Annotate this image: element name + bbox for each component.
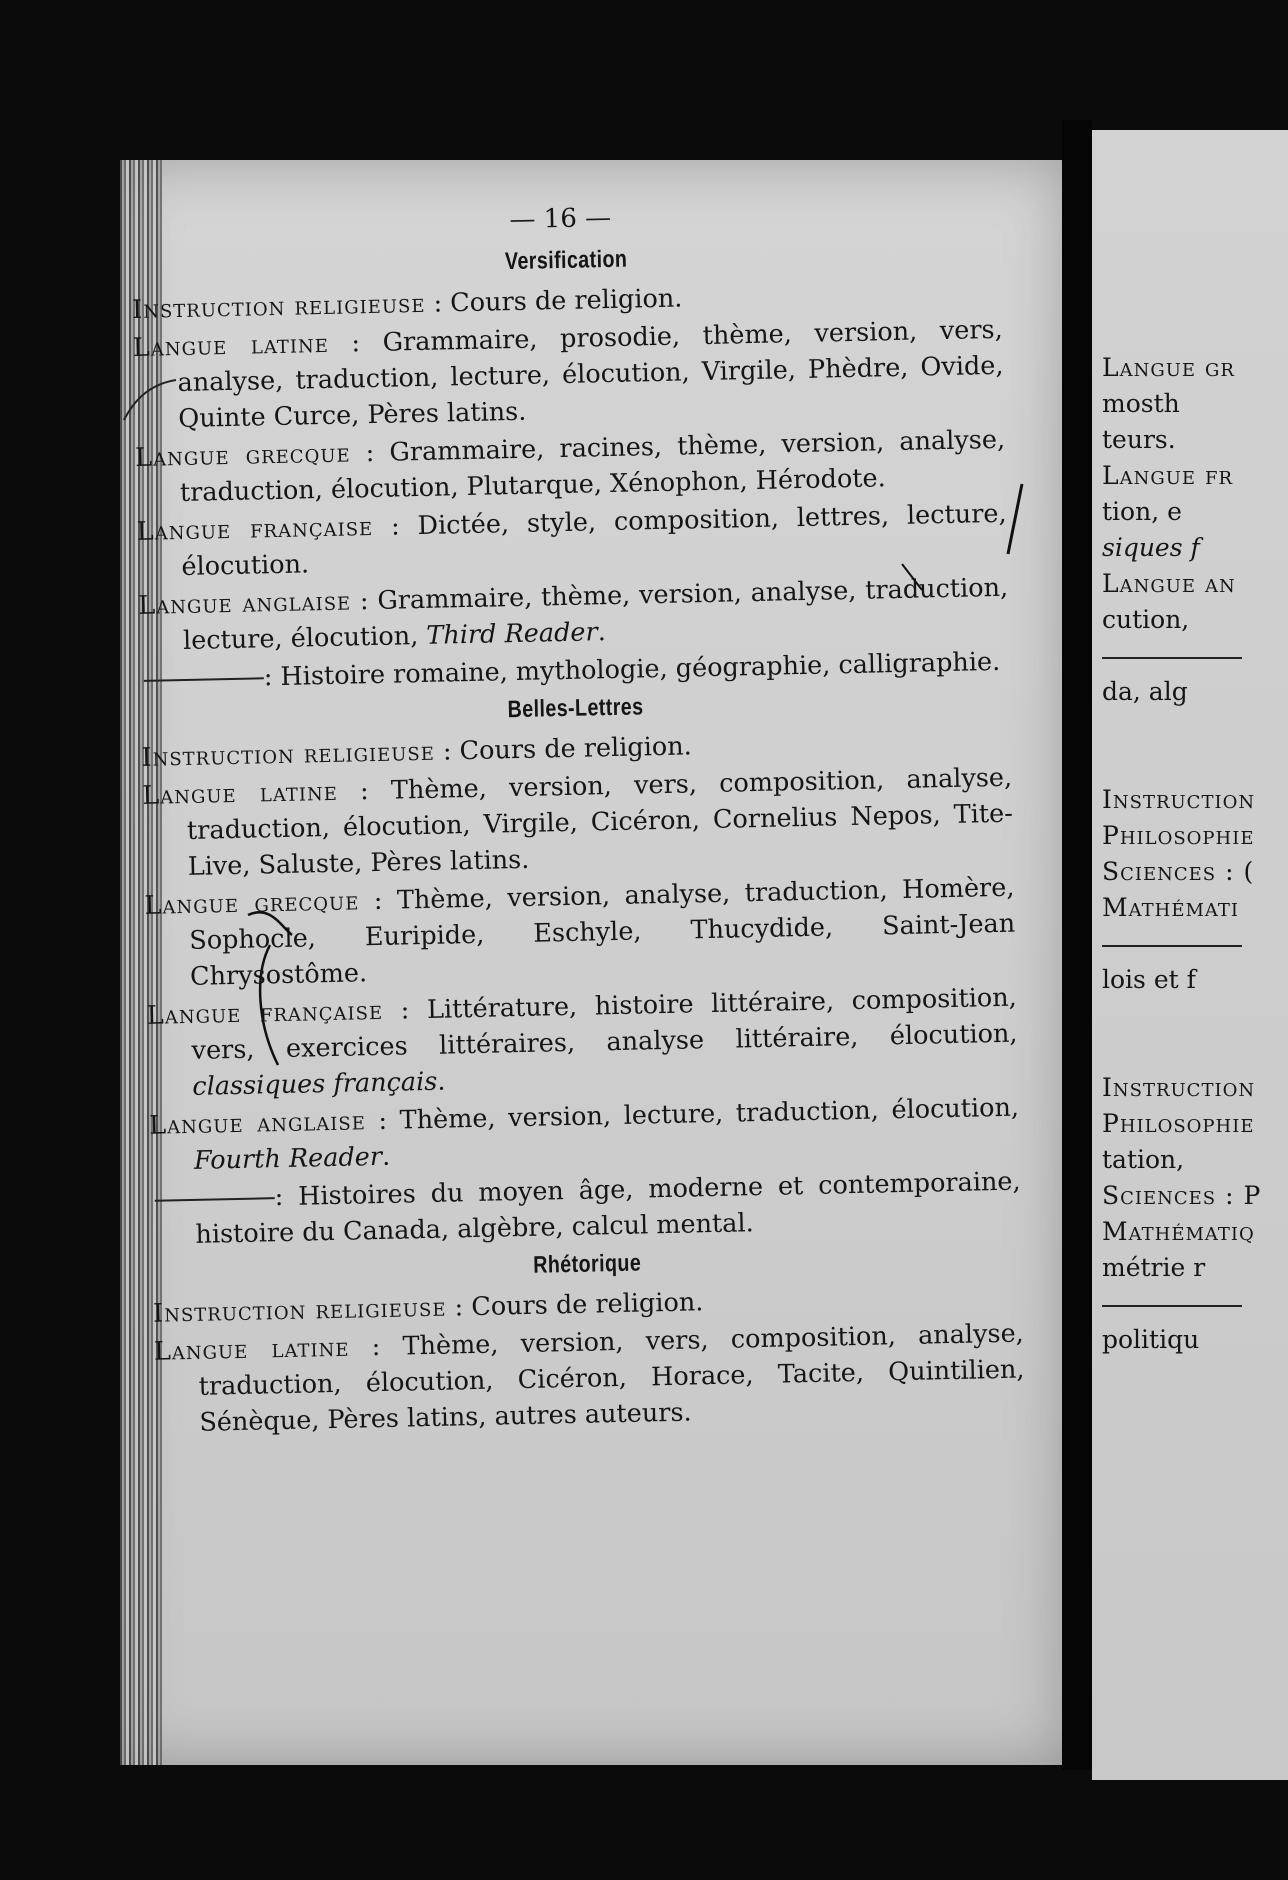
- subject-label: Langue grecque: [134, 438, 351, 473]
- right-page-line: [1102, 1034, 1288, 1070]
- entry-end: .: [597, 617, 607, 648]
- right-page-line: siques f: [1102, 533, 1200, 562]
- ditto-rule: [155, 1197, 275, 1202]
- ditto-rule: [144, 677, 264, 682]
- right-page-line: Philosophie: [1102, 821, 1255, 850]
- sections-container: [131, 234, 1026, 1442]
- right-page-line: Langue an: [1102, 569, 1236, 598]
- subject-label: Instruction religieuse: [141, 736, 436, 773]
- right-page-line: Langue fr: [1102, 461, 1234, 490]
- subject-content: : Littérature, histoire littéraire, composition, vers, exercices littéraires, analyse littéraire, élocution,: [191, 982, 1018, 1066]
- subject-label: Langue anglaise: [148, 1106, 367, 1141]
- subject-content: : Dictée, style, composition, lettres, lecture, élocution.: [181, 498, 1007, 582]
- subject-content: : Thème, version, analyse, traduction, Homère, Sophocle, Euripide, Eschyle, Thucydide, Saint-Jean Chrysostôme.: [189, 872, 1016, 992]
- right-page-line: da, alg: [1102, 677, 1188, 706]
- right-page-line: [1102, 710, 1288, 746]
- book-title: classiques français: [192, 1066, 438, 1102]
- page-number: — 16 —: [509, 202, 612, 236]
- subject-label: Langue anglaise: [137, 586, 352, 621]
- entry-end: .: [381, 1141, 391, 1172]
- right-page: [1092, 130, 1288, 1780]
- right-page-line: [1102, 926, 1288, 962]
- curriculum-entry: [142, 760, 1014, 886]
- right-page-line: Mathématiq: [1102, 1217, 1255, 1246]
- right-page-line: tation,: [1102, 1145, 1185, 1174]
- pencil-tick-mark: [898, 560, 928, 600]
- pencil-slash-mark: [1000, 480, 1030, 560]
- subject-content: : Cours de religion.: [446, 1287, 704, 1323]
- subject-content: : Grammaire, thème, version, analyse, traduction, lecture, élocution,: [182, 572, 1009, 656]
- right-page-line: [1102, 638, 1288, 674]
- subject-content: : Cours de religion.: [434, 731, 693, 767]
- subject-content: : Thème, version, vers, composition, analyse, traduction, élocution, Cicéron, Horace, Tacite, Quintilien, Sénèque, Pères latins, autres auteurs.: [198, 1318, 1025, 1438]
- left-page-text: [130, 192, 1026, 1444]
- right-page-line: politiqu: [1102, 1325, 1200, 1354]
- right-page-line: Instruction: [1102, 785, 1256, 814]
- section-heading: Versification: [504, 245, 628, 276]
- curriculum-entry: [154, 1316, 1026, 1442]
- subject-label: Langue latine: [141, 776, 339, 811]
- entry-end: .: [436, 1066, 446, 1097]
- subject-label: Langue grecque: [144, 886, 360, 921]
- section-heading: Belles-Lettres: [507, 693, 644, 724]
- subject-label: Langue française: [136, 511, 374, 547]
- right-page-line: Sciences : (: [1102, 857, 1255, 886]
- right-page-line: cution,: [1102, 605, 1190, 634]
- right-page-line: Instruction: [1102, 1073, 1256, 1102]
- subject-label: Instruction religieuse: [152, 1292, 447, 1329]
- subject-label: Langue française: [146, 995, 384, 1031]
- subject-label: Langue latine: [153, 1332, 350, 1367]
- subject-content: : Grammaire, prosodie, thème, version, vers, analyse, traduction, lecture, élocution, Virgile, Phèdre, Ovide, Quinte Curce, Pères latins.: [177, 314, 1004, 435]
- right-page-line: lois et f: [1102, 965, 1196, 994]
- right-page-line: teurs.: [1102, 425, 1176, 454]
- subject-label: Instruction religieuse: [131, 288, 426, 325]
- ditto-rule: [1102, 945, 1242, 947]
- ditto-rule: [1102, 657, 1242, 659]
- right-page-line: mosth: [1102, 389, 1180, 418]
- subject-label: Langue latine: [132, 328, 330, 363]
- curriculum-entry: [133, 312, 1005, 438]
- right-page-line: Langue gr: [1102, 353, 1235, 382]
- ditto-rule: [1102, 1305, 1242, 1307]
- right-page-line: Sciences : P: [1102, 1181, 1262, 1210]
- right-page-line: [1102, 998, 1288, 1034]
- subject-content: : Thème, version, vers, composition, analyse, traduction, élocution, Virgile, Cicéron, Cornelius Nepos, Tite-Live, Saluste, Pères latins.: [186, 762, 1014, 882]
- subject-content: : Histoires du moyen âge, moderne et contemporaine, histoire du Canada, algèbre, calcul mental.: [195, 1166, 1021, 1250]
- right-page-line: Philosophie: [1102, 1109, 1255, 1138]
- book-spine: [1062, 120, 1092, 1770]
- subject-content: : Thème, version, lecture, traduction, élocution,: [365, 1092, 1020, 1137]
- right-page-line: tion, e: [1102, 497, 1182, 526]
- book-title: Third Reader: [426, 617, 598, 651]
- book-title: Fourth Reader: [193, 1141, 383, 1176]
- pencil-bracket-mark: [240, 905, 300, 1075]
- right-page-line: [1102, 1286, 1288, 1322]
- subject-content: : Cours de religion.: [425, 283, 683, 319]
- right-page-line: [1102, 746, 1288, 782]
- right-page-line: Mathémati: [1102, 893, 1240, 922]
- pencil-margin-line: [120, 370, 180, 430]
- right-page-text: [1102, 350, 1288, 1358]
- subject-content: : Grammaire, racines, thème, version, analyse, traduction, élocution, Plutarque, Xénophon, Hérodote.: [179, 424, 1006, 509]
- subject-content: : Histoire romaine, mythologie, géographie, calligraphie.: [263, 646, 1001, 693]
- right-page-line: métrie r: [1102, 1253, 1206, 1282]
- section-heading: Rhétorique: [532, 1249, 642, 1279]
